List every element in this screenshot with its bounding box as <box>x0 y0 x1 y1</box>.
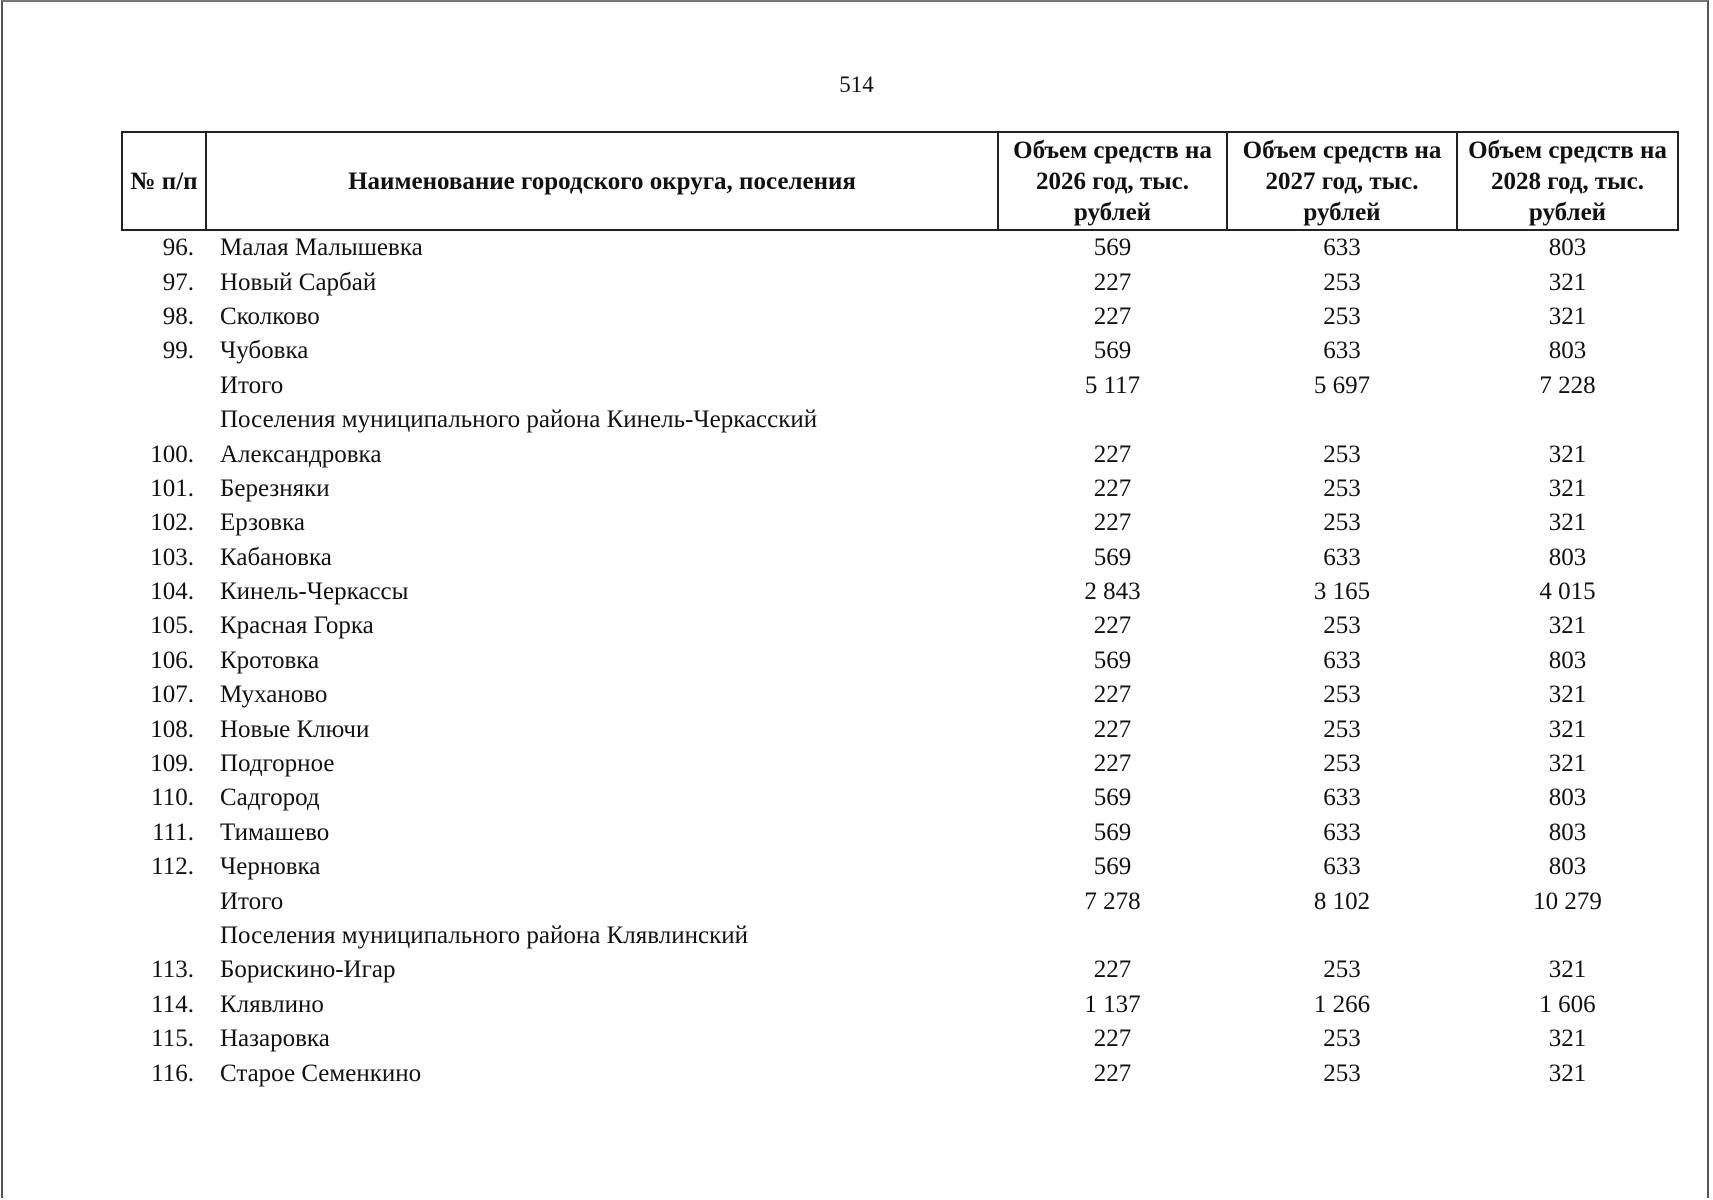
table-row <box>122 712 1678 746</box>
total-row <box>122 884 1678 918</box>
section-header-row <box>122 919 1678 953</box>
table-row <box>122 988 1678 1022</box>
value-2028: 1 606 <box>1539 990 1596 1018</box>
value-2028: 321 <box>1548 715 1587 743</box>
table-row <box>122 953 1678 987</box>
table-row <box>122 781 1678 815</box>
row-number <box>122 369 206 403</box>
row-number: 100. <box>150 440 194 468</box>
value-2028 <box>1457 919 1678 953</box>
settlement-name: Черновка <box>220 853 321 881</box>
settlement-name: Старое Семенкино <box>220 1059 422 1087</box>
table-row <box>122 1056 1678 1090</box>
value-2027: 253 <box>1323 440 1361 468</box>
value-2026: 227 <box>1093 750 1132 778</box>
value-2026: 2 843 <box>1084 578 1141 606</box>
total-row <box>122 369 1678 403</box>
value-2028: 803 <box>1548 337 1587 365</box>
value-2026: 569 <box>1093 337 1132 365</box>
value-2026: 569 <box>1093 234 1132 262</box>
table-row <box>122 334 1678 368</box>
row-number: 104. <box>150 578 194 606</box>
header-volume-2028: Объем средств на 2028 год, тыс. рублей <box>1457 132 1678 230</box>
settlement-name: Ерзовка <box>220 509 305 537</box>
value-2028: 321 <box>1548 509 1587 537</box>
value-2028: 321 <box>1548 440 1587 468</box>
row-number: 113. <box>151 956 194 984</box>
value-2028: 803 <box>1548 784 1587 812</box>
value-2027: 253 <box>1323 1025 1361 1053</box>
value-2028: 803 <box>1548 646 1587 674</box>
value-2028: 803 <box>1548 543 1587 571</box>
value-2027: 5 697 <box>1313 371 1371 399</box>
table-row <box>122 816 1678 850</box>
table-row <box>122 437 1678 471</box>
row-number: 112. <box>151 853 194 881</box>
row-number: 114. <box>151 990 194 1018</box>
budget-table <box>121 131 1679 1091</box>
value-2028: 321 <box>1548 750 1587 778</box>
settlement-name: Новые Ключи <box>220 715 370 743</box>
value-2026: 569 <box>1093 818 1132 846</box>
value-2026: 227 <box>1093 956 1132 984</box>
value-2027: 3 165 <box>1313 578 1371 606</box>
settlement-name: Муханово <box>220 681 328 709</box>
table-row <box>122 575 1678 609</box>
value-2026: 569 <box>1093 784 1132 812</box>
row-number: 98. <box>162 302 194 330</box>
settlement-name: Борискино-Игар <box>220 956 396 984</box>
value-2027: 253 <box>1323 956 1361 984</box>
table-row <box>122 644 1678 678</box>
value-2026: 569 <box>1093 646 1132 674</box>
total-label: Итого <box>220 371 284 399</box>
settlement-name: Сколково <box>220 302 320 330</box>
settlement-name: Кротовка <box>220 646 320 674</box>
value-2028: 321 <box>1548 1059 1587 1087</box>
row-number: 110. <box>151 784 194 812</box>
table-row <box>122 747 1678 781</box>
header-volume-2026: Объем средств на 2026 год, тыс. рублей <box>998 132 1227 230</box>
row-number: 102. <box>150 509 194 537</box>
value-2028: 321 <box>1548 956 1587 984</box>
value-2027: 253 <box>1323 612 1361 640</box>
settlement-name: Подгорное <box>220 750 335 778</box>
page-number: 514 <box>839 72 874 97</box>
table-row <box>122 678 1678 712</box>
settlement-name: Новый Сарбай <box>220 268 377 296</box>
settlement-name: Тимашево <box>220 818 330 846</box>
row-number: 105. <box>150 612 194 640</box>
table-row <box>122 230 1678 265</box>
value-2027: 633 <box>1323 234 1361 262</box>
value-2028: 321 <box>1548 681 1587 709</box>
settlement-name: Садгород <box>220 784 320 812</box>
section-title: Поселения муниципального района Кинель-Черкасский <box>220 406 818 434</box>
value-2026: 227 <box>1093 612 1132 640</box>
section-header-row <box>122 403 1678 437</box>
value-2028: 803 <box>1548 234 1587 262</box>
value-2027: 633 <box>1323 784 1361 812</box>
settlement-name: Красная Горка <box>220 612 374 640</box>
settlement-name: Кинель-Черкассы <box>220 578 409 606</box>
value-2027: 633 <box>1323 818 1361 846</box>
row-number: 111. <box>152 818 194 846</box>
row-number: 109. <box>150 750 194 778</box>
value-2026: 227 <box>1093 509 1132 537</box>
row-number: 96. <box>162 234 194 262</box>
table-row <box>122 609 1678 643</box>
table-header-row <box>122 132 1678 230</box>
value-2028: 7 228 <box>1539 371 1596 399</box>
value-2027: 253 <box>1323 1059 1361 1087</box>
row-number <box>122 919 206 953</box>
value-2027: 633 <box>1323 543 1361 571</box>
settlement-name: Березняки <box>220 474 330 502</box>
value-2026: 1 137 <box>1084 990 1141 1018</box>
row-number: 115. <box>151 1025 194 1053</box>
value-2027: 253 <box>1323 268 1361 296</box>
value-2026: 227 <box>1093 715 1132 743</box>
header-name: Наименование городского округа, поселения <box>206 132 998 230</box>
value-2026: 227 <box>1093 1059 1132 1087</box>
value-2027: 633 <box>1323 646 1361 674</box>
header-volume-2027: Объем средств на 2027 год, тыс. рублей <box>1227 132 1457 230</box>
settlement-name: Малая Малышевка <box>220 234 423 262</box>
table-row <box>122 506 1678 540</box>
value-2027: 253 <box>1323 715 1361 743</box>
value-2028: 321 <box>1548 268 1587 296</box>
row-number: 101. <box>150 474 194 502</box>
row-number: 108. <box>150 715 194 743</box>
value-2028: 10 279 <box>1533 887 1602 915</box>
table-row <box>122 541 1678 575</box>
table-body <box>122 230 1678 1091</box>
value-2026: 227 <box>1093 474 1132 502</box>
value-2027: 633 <box>1323 853 1361 881</box>
value-2026 <box>998 403 1227 437</box>
value-2027: 253 <box>1323 302 1361 330</box>
value-2027: 253 <box>1323 474 1361 502</box>
value-2027: 8 102 <box>1313 887 1371 915</box>
value-2028: 803 <box>1548 818 1587 846</box>
settlement-name: Клявлино <box>220 990 324 1018</box>
row-number: 107. <box>150 681 194 709</box>
value-2026: 227 <box>1093 1025 1132 1053</box>
table-row <box>122 300 1678 334</box>
value-2026 <box>998 919 1227 953</box>
value-2028: 4 015 <box>1539 578 1596 606</box>
table-row <box>122 472 1678 506</box>
budget-table-container <box>121 131 1677 1091</box>
settlement-name: Назаровка <box>220 1025 330 1053</box>
row-number: 97. <box>162 268 194 296</box>
row-number: 116. <box>151 1059 194 1087</box>
settlement-name: Чубовка <box>220 337 309 365</box>
value-2027: 633 <box>1323 337 1361 365</box>
value-2028: 321 <box>1548 612 1587 640</box>
value-2028: 321 <box>1548 302 1587 330</box>
row-number: 103. <box>150 543 194 571</box>
value-2027 <box>1227 919 1457 953</box>
value-2028: 321 <box>1548 474 1587 502</box>
value-2027 <box>1227 403 1457 437</box>
value-2026: 227 <box>1093 268 1132 296</box>
row-number: 99. <box>162 337 194 365</box>
value-2028 <box>1457 403 1678 437</box>
value-2027: 253 <box>1323 750 1361 778</box>
value-2026: 227 <box>1093 302 1132 330</box>
value-2026: 227 <box>1093 440 1132 468</box>
value-2026: 569 <box>1093 543 1132 571</box>
row-number <box>122 884 206 918</box>
header-number: № п/п <box>122 132 206 230</box>
row-number <box>122 403 206 437</box>
total-label: Итого <box>220 887 284 915</box>
value-2026: 569 <box>1093 853 1132 881</box>
value-2026: 7 278 <box>1084 887 1141 915</box>
settlement-name: Кабановка <box>220 543 332 571</box>
table-row <box>122 850 1678 884</box>
value-2028: 321 <box>1548 1025 1587 1053</box>
value-2027: 253 <box>1323 509 1361 537</box>
section-title: Поселения муниципального района Клявлинский <box>220 922 748 949</box>
table-row <box>122 265 1678 299</box>
value-2026: 227 <box>1093 681 1132 709</box>
row-number: 106. <box>150 646 194 674</box>
value-2027: 1 266 <box>1313 990 1371 1018</box>
table-row <box>122 1022 1678 1056</box>
value-2028: 803 <box>1548 853 1587 881</box>
value-2026: 5 117 <box>1084 371 1141 399</box>
settlement-name: Александровка <box>220 440 382 468</box>
value-2027: 253 <box>1323 681 1361 709</box>
